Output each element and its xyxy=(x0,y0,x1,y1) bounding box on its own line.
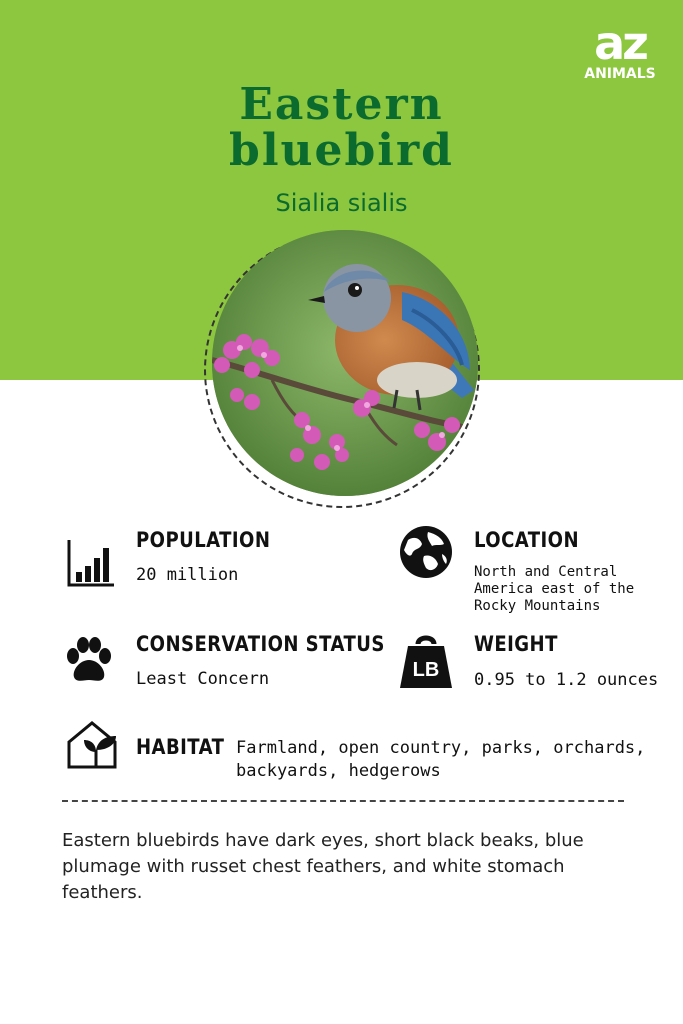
conservation-value: Least Concern xyxy=(136,669,270,689)
globe-icon xyxy=(398,524,454,580)
paw-icon xyxy=(64,636,114,684)
logo-sub: ANIMALS xyxy=(584,66,656,82)
description: Eastern bluebirds have dark eyes, short black beaks, blue plumage with russet chest feathers, and white stomach feathers. xyxy=(62,830,584,903)
weight-icon-text: LB xyxy=(412,659,440,681)
bird-photo xyxy=(212,230,478,496)
bar-chart-icon xyxy=(66,538,116,588)
habitat-value-line: Farmland, open country, parks, orchards, xyxy=(236,738,646,758)
population-label: POPULATION xyxy=(136,528,271,552)
az-animals-logo[interactable] xyxy=(578,16,662,82)
habitat-value xyxy=(236,737,645,783)
location-value-line: North and Central xyxy=(474,564,618,580)
animal-name xyxy=(0,79,683,176)
location-value xyxy=(474,564,634,615)
weight-label: WEIGHT xyxy=(474,632,558,656)
bluebird-illustration xyxy=(212,230,478,496)
habitat-value-line: backyards, hedgerows xyxy=(236,761,441,781)
logo-main: az xyxy=(594,16,646,70)
conservation-label: CONSERVATION STATUS xyxy=(136,632,385,656)
weight-icon xyxy=(398,630,454,690)
population-value: 20 million xyxy=(136,565,239,585)
house-plant-icon xyxy=(66,720,122,770)
habitat-label: HABITAT xyxy=(136,735,225,759)
animal-name-line1: Eastern xyxy=(239,79,444,130)
location-value-line: Rocky Mountains xyxy=(474,598,601,614)
weight-value: 0.95 to 1.2 ounces xyxy=(474,670,659,690)
location-value-line: America east of the xyxy=(474,581,635,597)
animal-name-line2: bluebird xyxy=(229,125,454,176)
location-label: LOCATION xyxy=(474,528,580,552)
dashed-divider xyxy=(62,800,624,802)
scientific-name: Sialia sialis xyxy=(275,189,408,217)
